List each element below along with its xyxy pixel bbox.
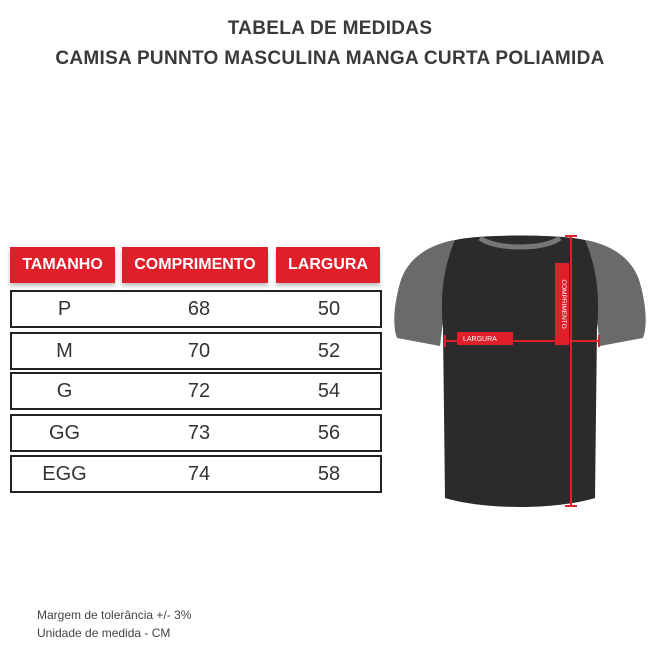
column-header-length: COMPRIMENTO bbox=[122, 247, 268, 283]
length-cell: 74 bbox=[187, 462, 211, 485]
size-cell: G bbox=[56, 379, 73, 402]
size-cell: GG bbox=[48, 421, 81, 444]
column-header-size: TAMANHO bbox=[10, 247, 115, 283]
width-label: LARGURA bbox=[463, 336, 497, 343]
length-label: COMPRIMENTO bbox=[560, 279, 567, 329]
page-subtitle: CAMISA PUNNTO MASCULINA MANGA CURTA POLIAMIDA bbox=[55, 48, 605, 69]
width-cell: 50 bbox=[317, 297, 341, 320]
table-row bbox=[10, 414, 382, 452]
table-row bbox=[10, 455, 382, 493]
width-cell: 52 bbox=[317, 339, 341, 362]
width-cell: 56 bbox=[317, 421, 341, 444]
column-header-width: LARGURA bbox=[276, 247, 380, 283]
table-row bbox=[10, 290, 382, 328]
length-cell: 68 bbox=[187, 297, 211, 320]
table-row bbox=[10, 372, 382, 410]
unit-note: Unidade de medida - CM bbox=[37, 626, 171, 640]
shirt-body bbox=[442, 236, 598, 508]
length-cell: 72 bbox=[187, 379, 211, 402]
size-cell: EGG bbox=[42, 462, 87, 485]
page-title: TABELA DE MEDIDAS bbox=[227, 18, 433, 39]
tshirt-illustration bbox=[385, 228, 655, 518]
size-cell: M bbox=[56, 339, 73, 362]
length-cell: 70 bbox=[187, 339, 211, 362]
width-cell: 54 bbox=[317, 379, 341, 402]
length-cell: 73 bbox=[187, 421, 211, 444]
size-cell: P bbox=[57, 297, 72, 320]
tolerance-note: Margem de tolerância +/- 3% bbox=[37, 608, 192, 622]
table-row bbox=[10, 332, 382, 370]
width-cell: 58 bbox=[317, 462, 341, 485]
